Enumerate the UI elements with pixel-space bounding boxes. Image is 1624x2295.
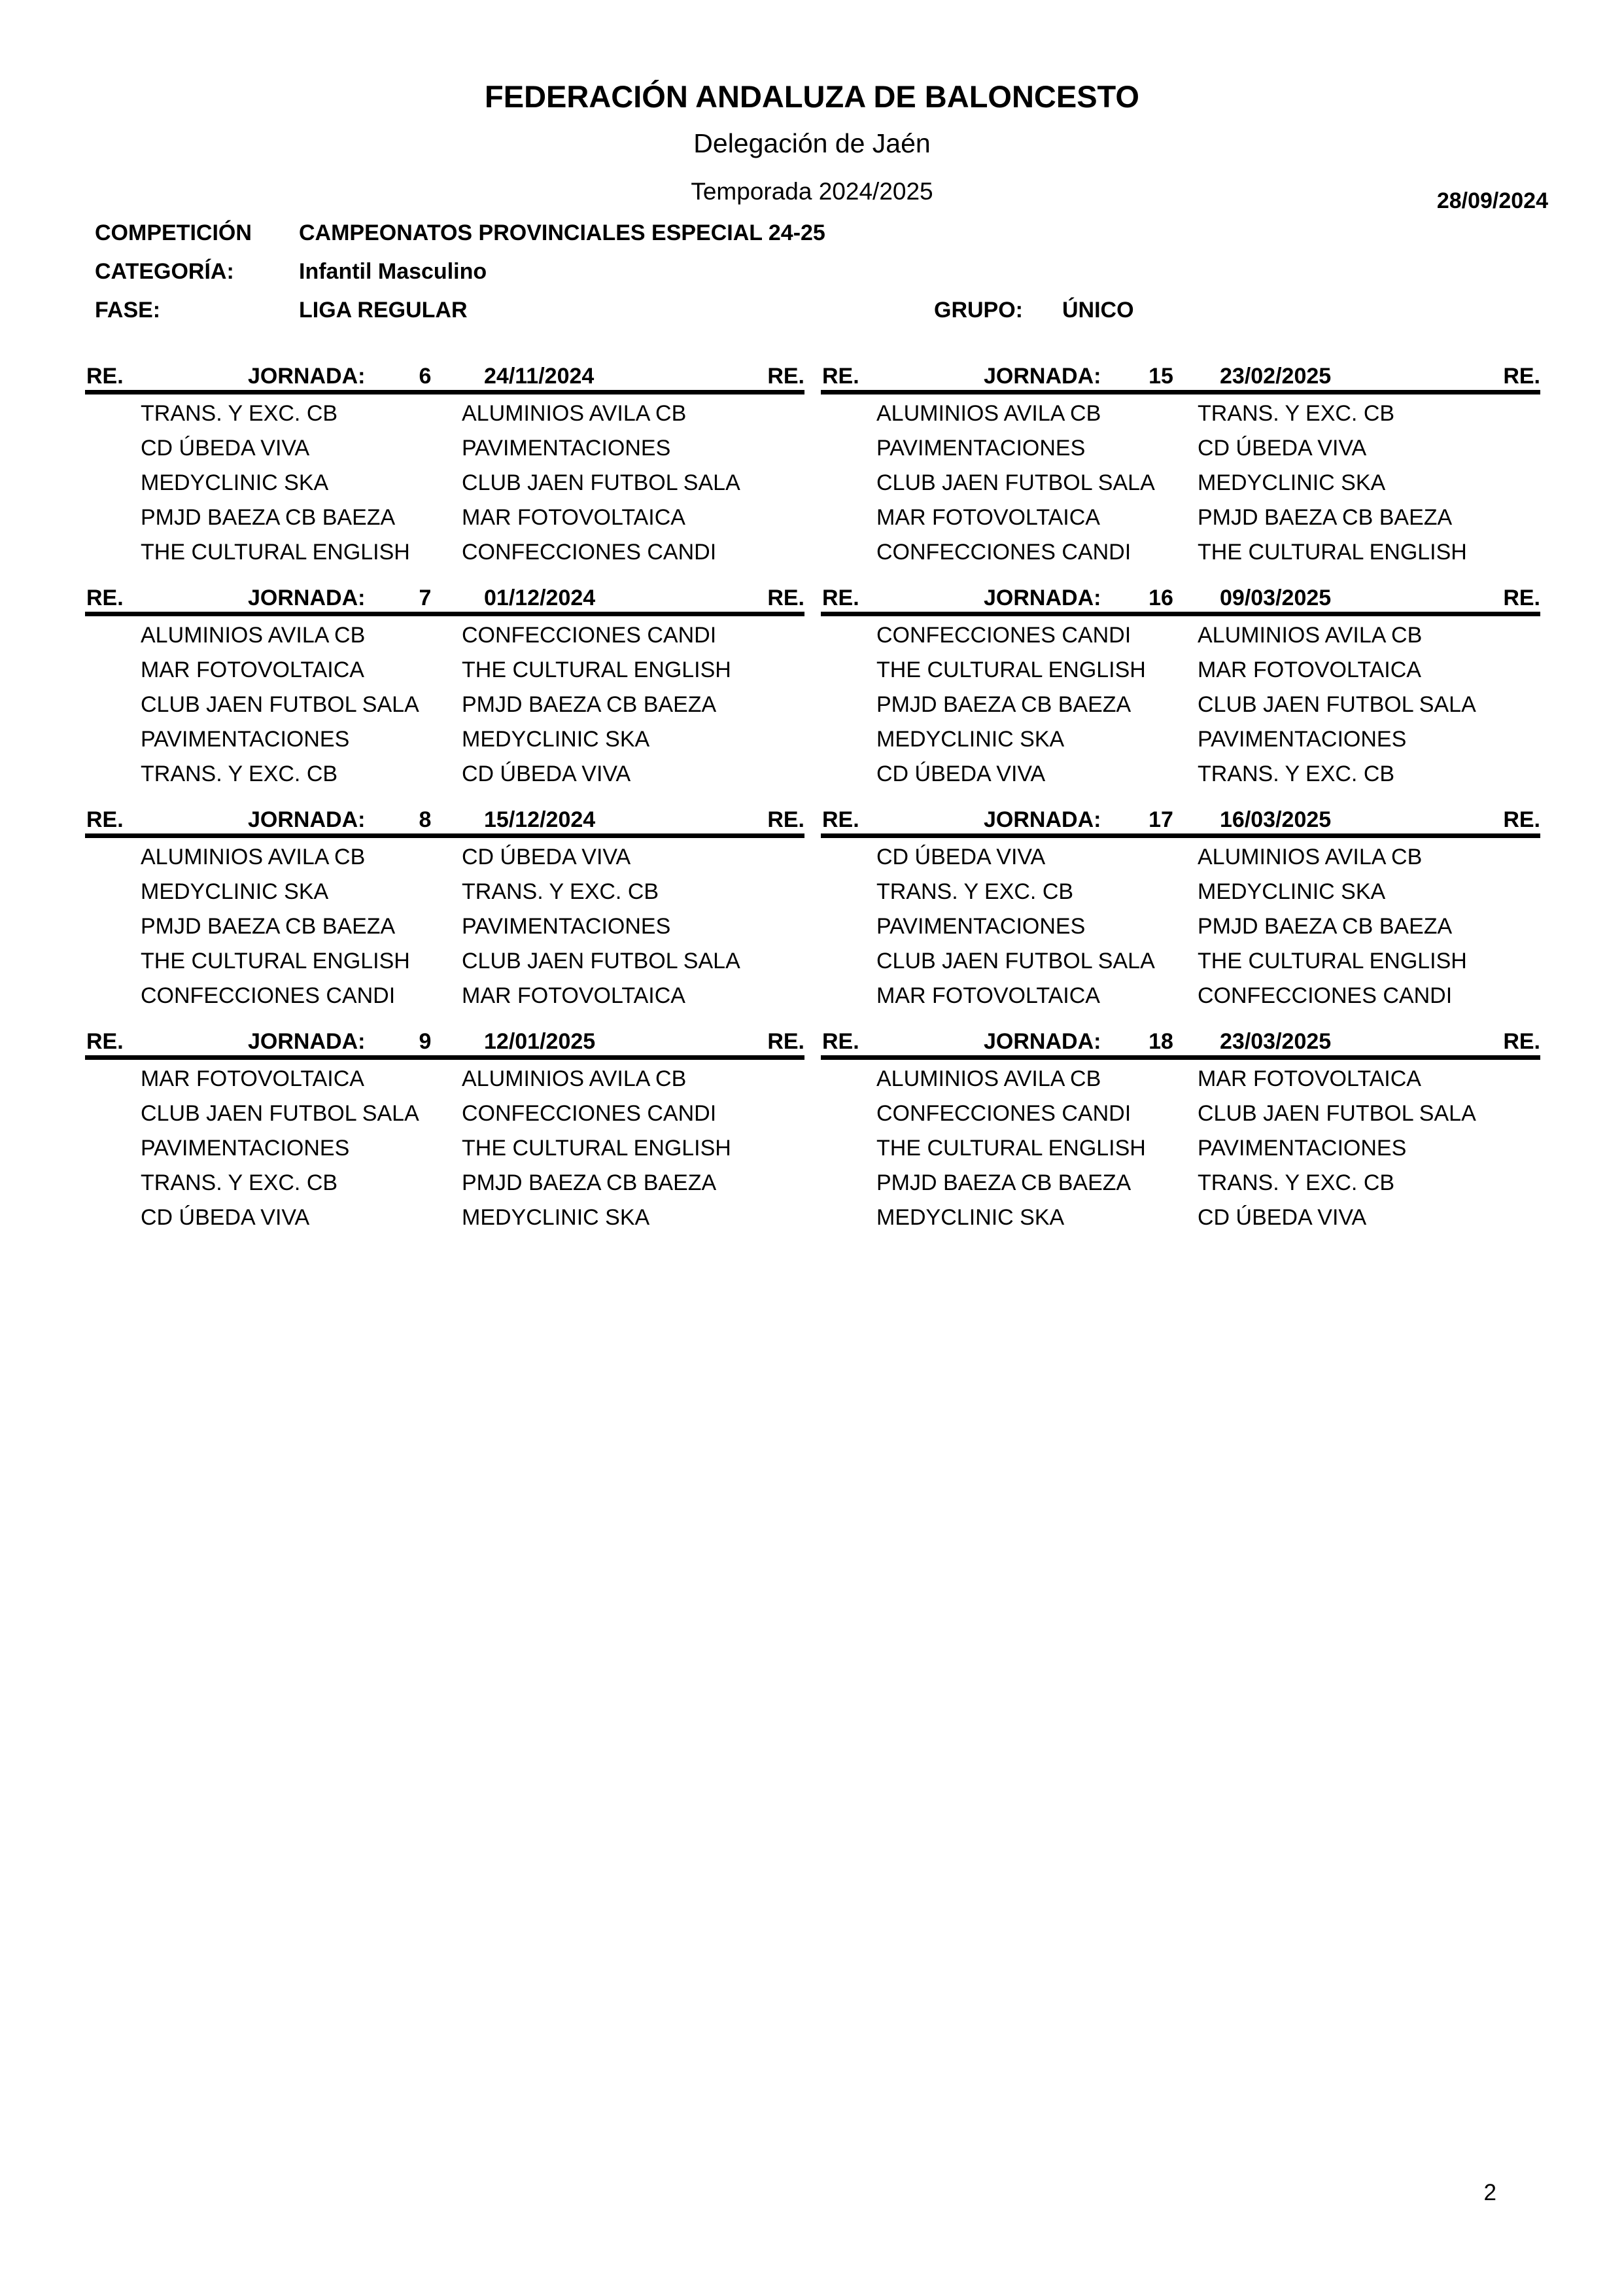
result-column-label-left: RE. xyxy=(86,586,124,610)
away-team: MEDYCLINIC SKA xyxy=(462,727,650,752)
match-row xyxy=(85,616,804,651)
jornada-number: 18 xyxy=(1149,1029,1173,1054)
home-team: CLUB JAEN FUTBOL SALA xyxy=(141,1101,419,1126)
match-row xyxy=(85,1095,804,1129)
away-team: ALUMINIOS AVILA CB xyxy=(462,1066,687,1091)
away-team: CONFECCIONES CANDI xyxy=(1198,983,1453,1008)
home-team: THE CULTURAL ENGLISH xyxy=(141,540,410,565)
result-column-label-right: RE. xyxy=(1503,1029,1540,1054)
away-team: CLUB JAEN FUTBOL SALA xyxy=(462,470,740,495)
away-team: MEDYCLINIC SKA xyxy=(1198,879,1386,904)
competition-label: COMPETICIÓN xyxy=(95,220,252,245)
match-row xyxy=(85,907,804,942)
jornada-block xyxy=(821,807,1540,1011)
home-team: CD ÚBEDA VIVA xyxy=(141,1205,310,1230)
match-list xyxy=(821,1060,1540,1233)
match-row xyxy=(821,686,1540,720)
home-team: THE CULTURAL ENGLISH xyxy=(876,1136,1146,1161)
away-team: CD ÚBEDA VIVA xyxy=(1198,436,1367,461)
home-team: MAR FOTOVOLTAICA xyxy=(141,1066,364,1091)
right-column xyxy=(821,364,1540,1251)
home-team: MEDYCLINIC SKA xyxy=(876,727,1065,752)
home-team: TRANS. Y EXC. CB xyxy=(141,1170,338,1195)
page-number: 2 xyxy=(1483,2180,1496,2205)
match-row xyxy=(821,429,1540,464)
jornada-header xyxy=(85,807,804,838)
jornada-date: 01/12/2024 xyxy=(484,586,596,610)
result-column-label-left: RE. xyxy=(822,1029,859,1054)
away-team: THE CULTURAL ENGLISH xyxy=(1198,540,1467,565)
match-row xyxy=(85,1164,804,1199)
match-row xyxy=(85,686,804,720)
match-list xyxy=(85,838,804,1011)
jornada-label: JORNADA: xyxy=(984,586,1101,610)
home-team: MEDYCLINIC SKA xyxy=(876,1205,1065,1230)
match-row xyxy=(821,394,1540,429)
home-team: CD ÚBEDA VIVA xyxy=(876,762,1046,786)
away-team: THE CULTURAL ENGLISH xyxy=(1198,949,1467,973)
result-column-label-left: RE. xyxy=(822,364,859,389)
home-team: ALUMINIOS AVILA CB xyxy=(876,1066,1101,1091)
home-team: CLUB JAEN FUTBOL SALA xyxy=(141,692,419,717)
away-team: MAR FOTOVOLTAICA xyxy=(462,505,685,530)
result-column-label-left: RE. xyxy=(822,807,859,832)
match-list xyxy=(821,838,1540,1011)
match-row xyxy=(821,873,1540,907)
match-row xyxy=(85,1199,804,1233)
home-team: PAVIMENTACIONES xyxy=(876,436,1086,461)
away-team: CONFECCIONES CANDI xyxy=(462,1101,717,1126)
away-team: CD ÚBEDA VIVA xyxy=(1198,1205,1367,1230)
result-column-label-right: RE. xyxy=(1503,807,1540,832)
jornada-number: 17 xyxy=(1149,807,1173,832)
away-team: TRANS. Y EXC. CB xyxy=(1198,1170,1395,1195)
result-column-label-right: RE. xyxy=(767,1029,804,1054)
match-row xyxy=(821,464,1540,499)
home-team: ALUMINIOS AVILA CB xyxy=(141,845,366,869)
jornada-number: 15 xyxy=(1149,364,1173,389)
jornada-header xyxy=(85,364,804,394)
home-team: CONFECCIONES CANDI xyxy=(876,1101,1132,1126)
jornada-block xyxy=(821,586,1540,790)
home-team: CD ÚBEDA VIVA xyxy=(876,845,1046,869)
match-row xyxy=(85,429,804,464)
match-row xyxy=(85,394,804,429)
jornada-block xyxy=(821,364,1540,568)
result-column-label-right: RE. xyxy=(1503,364,1540,389)
home-team: PMJD BAEZA CB BAEZA xyxy=(876,692,1132,717)
home-team: PMJD BAEZA CB BAEZA xyxy=(876,1170,1132,1195)
home-team: TRANS. Y EXC. CB xyxy=(141,762,338,786)
home-team: MAR FOTOVOLTAICA xyxy=(876,505,1100,530)
away-team: PAVIMENTACIONES xyxy=(1198,727,1407,752)
home-team: MAR FOTOVOLTAICA xyxy=(876,983,1100,1008)
match-row xyxy=(85,1129,804,1164)
home-team: MAR FOTOVOLTAICA xyxy=(141,657,364,682)
home-team: MEDYCLINIC SKA xyxy=(141,879,329,904)
jornada-number: 9 xyxy=(419,1029,432,1054)
home-team: TRANS. Y EXC. CB xyxy=(141,401,338,426)
away-team: PMJD BAEZA CB BAEZA xyxy=(462,692,717,717)
away-team: PMJD BAEZA CB BAEZA xyxy=(462,1170,717,1195)
away-team: CLUB JAEN FUTBOL SALA xyxy=(1198,1101,1476,1126)
home-team: CD ÚBEDA VIVA xyxy=(141,436,310,461)
home-team: MEDYCLINIC SKA xyxy=(141,470,329,495)
away-team: TRANS. Y EXC. CB xyxy=(462,879,659,904)
match-row xyxy=(85,838,804,873)
jornada-date: 23/03/2025 xyxy=(1220,1029,1332,1054)
left-column xyxy=(85,364,804,1251)
match-row xyxy=(821,942,1540,977)
match-row xyxy=(821,533,1540,568)
match-row xyxy=(85,755,804,790)
result-column-label-right: RE. xyxy=(767,807,804,832)
delegation-subtitle: Delegación de Jaén xyxy=(693,128,931,158)
jornada-label: JORNADA: xyxy=(248,807,366,832)
home-team: THE CULTURAL ENGLISH xyxy=(876,657,1146,682)
jornada-block xyxy=(821,1029,1540,1233)
home-team: ALUMINIOS AVILA CB xyxy=(141,623,366,648)
away-team: PAVIMENTACIONES xyxy=(462,436,671,461)
home-team: PAVIMENTACIONES xyxy=(876,914,1086,939)
match-row xyxy=(821,907,1540,942)
jornada-header xyxy=(821,807,1540,838)
match-row xyxy=(821,720,1540,755)
home-team: CONFECCIONES CANDI xyxy=(876,623,1132,648)
result-column-label-left: RE. xyxy=(86,364,124,389)
away-team: CD ÚBEDA VIVA xyxy=(462,845,631,869)
jornada-label: JORNADA: xyxy=(984,364,1101,389)
match-list xyxy=(85,1060,804,1233)
match-row xyxy=(821,755,1540,790)
match-list xyxy=(821,394,1540,568)
home-team: CLUB JAEN FUTBOL SALA xyxy=(876,949,1155,973)
home-team: CONFECCIONES CANDI xyxy=(141,983,396,1008)
jornada-block xyxy=(85,807,804,1011)
away-team: MAR FOTOVOLTAICA xyxy=(1198,657,1421,682)
away-team: CD ÚBEDA VIVA xyxy=(462,762,631,786)
jornada-date: 12/01/2025 xyxy=(484,1029,596,1054)
match-row xyxy=(821,1095,1540,1129)
match-row xyxy=(821,1164,1540,1199)
group-value: ÚNICO xyxy=(1062,298,1134,323)
match-row xyxy=(85,533,804,568)
jornada-number: 8 xyxy=(419,807,432,832)
away-team: MAR FOTOVOLTAICA xyxy=(1198,1066,1421,1091)
home-team: TRANS. Y EXC. CB xyxy=(876,879,1074,904)
jornada-date: 15/12/2024 xyxy=(484,807,596,832)
jornada-block xyxy=(85,364,804,568)
report-date: 28/09/2024 xyxy=(1436,188,1548,213)
result-column-label-left: RE. xyxy=(86,807,124,832)
jornada-header xyxy=(821,364,1540,394)
category-value: Infantil Masculino xyxy=(299,259,487,284)
jornada-header xyxy=(85,1029,804,1060)
away-team: PAVIMENTACIONES xyxy=(1198,1136,1407,1161)
home-team: PMJD BAEZA CB BAEZA xyxy=(141,914,396,939)
match-row xyxy=(821,1060,1540,1095)
away-team: ALUMINIOS AVILA CB xyxy=(462,401,687,426)
away-team: TRANS. Y EXC. CB xyxy=(1198,401,1395,426)
away-team: CONFECCIONES CANDI xyxy=(462,540,717,565)
jornada-label: JORNADA: xyxy=(248,586,366,610)
home-team: PMJD BAEZA CB BAEZA xyxy=(141,505,396,530)
match-row xyxy=(821,651,1540,686)
category-label: CATEGORÍA: xyxy=(95,259,234,284)
home-team: CONFECCIONES CANDI xyxy=(876,540,1132,565)
match-row xyxy=(85,942,804,977)
away-team: TRANS. Y EXC. CB xyxy=(1198,762,1395,786)
match-row xyxy=(85,1060,804,1095)
away-team: CONFECCIONES CANDI xyxy=(462,623,717,648)
jornada-number: 16 xyxy=(1149,586,1173,610)
match-row xyxy=(821,838,1540,873)
result-column-label-left: RE. xyxy=(86,1029,124,1054)
jornada-label: JORNADA: xyxy=(984,1029,1101,1054)
result-column-label-right: RE. xyxy=(767,364,804,389)
home-team: THE CULTURAL ENGLISH xyxy=(141,949,410,973)
away-team: THE CULTURAL ENGLISH xyxy=(462,1136,731,1161)
home-team: PAVIMENTACIONES xyxy=(141,1136,350,1161)
match-row xyxy=(821,1199,1540,1233)
result-column-label-right: RE. xyxy=(1503,586,1540,610)
match-row xyxy=(85,977,804,1011)
jornada-header xyxy=(85,586,804,616)
home-team: CLUB JAEN FUTBOL SALA xyxy=(876,470,1155,495)
away-team: CLUB JAEN FUTBOL SALA xyxy=(1198,692,1476,717)
away-team: THE CULTURAL ENGLISH xyxy=(462,657,731,682)
jornada-block xyxy=(85,586,804,790)
match-row xyxy=(821,977,1540,1011)
jornada-label: JORNADA: xyxy=(248,364,366,389)
group-label: GRUPO: xyxy=(934,298,1023,323)
jornada-block xyxy=(85,1029,804,1233)
away-team: MEDYCLINIC SKA xyxy=(1198,470,1386,495)
away-team: CLUB JAEN FUTBOL SALA xyxy=(462,949,740,973)
match-row xyxy=(85,499,804,533)
match-row xyxy=(85,720,804,755)
match-list xyxy=(85,616,804,790)
match-list xyxy=(821,616,1540,790)
phase-label: FASE: xyxy=(95,298,161,323)
jornada-header xyxy=(821,1029,1540,1060)
jornada-number: 6 xyxy=(419,364,432,389)
result-column-label-right: RE. xyxy=(767,586,804,610)
home-team: ALUMINIOS AVILA CB xyxy=(876,401,1101,426)
jornada-label: JORNADA: xyxy=(248,1029,366,1054)
match-list xyxy=(85,394,804,568)
match-row xyxy=(821,616,1540,651)
away-team: PAVIMENTACIONES xyxy=(462,914,671,939)
away-team: MEDYCLINIC SKA xyxy=(462,1205,650,1230)
phase-value: LIGA REGULAR xyxy=(299,298,468,323)
jornada-date: 16/03/2025 xyxy=(1220,807,1332,832)
jornada-date: 09/03/2025 xyxy=(1220,586,1332,610)
home-team: PAVIMENTACIONES xyxy=(141,727,350,752)
competition-value: CAMPEONATOS PROVINCIALES ESPECIAL 24-25 xyxy=(299,220,825,245)
season-subtitle: Temporada 2024/2025 xyxy=(691,178,933,205)
match-row xyxy=(85,651,804,686)
jornada-number: 7 xyxy=(419,586,432,610)
jornada-label: JORNADA: xyxy=(984,807,1101,832)
away-team: ALUMINIOS AVILA CB xyxy=(1198,623,1423,648)
page-title: FEDERACIÓN ANDALUZA DE BALONCESTO xyxy=(485,79,1139,114)
away-team: PMJD BAEZA CB BAEZA xyxy=(1198,914,1453,939)
away-team: PMJD BAEZA CB BAEZA xyxy=(1198,505,1453,530)
jornada-date: 23/02/2025 xyxy=(1220,364,1332,389)
match-row xyxy=(821,499,1540,533)
away-team: MAR FOTOVOLTAICA xyxy=(462,983,685,1008)
result-column-label-left: RE. xyxy=(822,586,859,610)
jornada-header xyxy=(821,586,1540,616)
match-row xyxy=(85,873,804,907)
jornada-date: 24/11/2024 xyxy=(484,364,595,389)
away-team: ALUMINIOS AVILA CB xyxy=(1198,845,1423,869)
match-row xyxy=(821,1129,1540,1164)
match-row xyxy=(85,464,804,499)
